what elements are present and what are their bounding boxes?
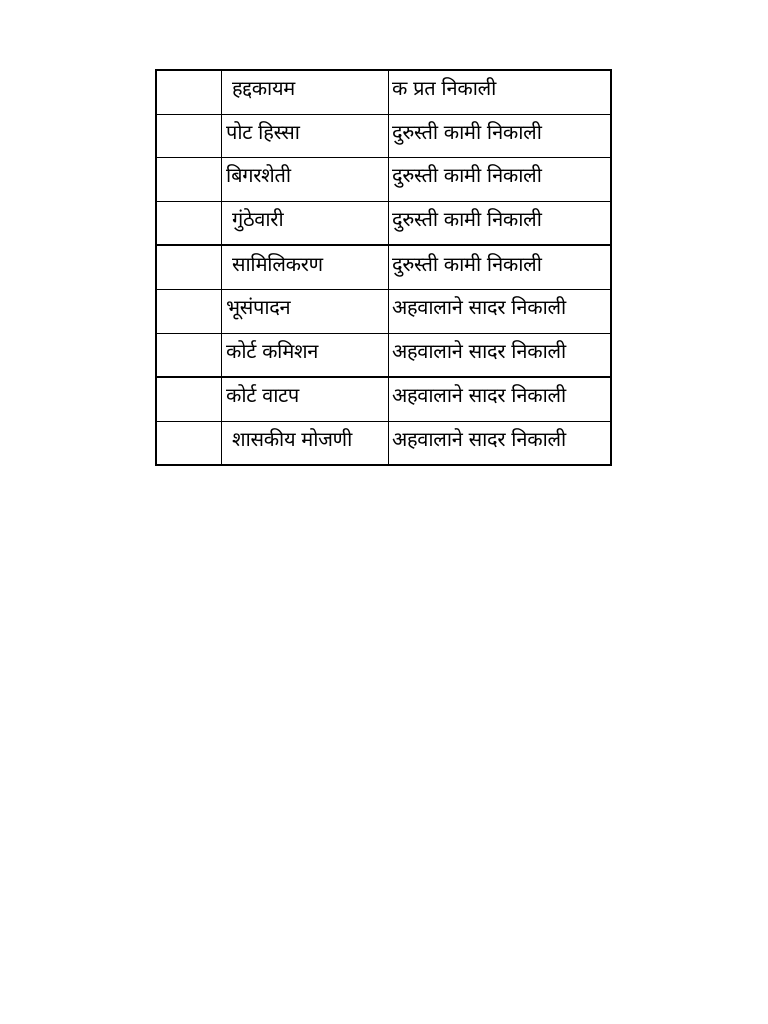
table-row [156,70,611,114]
table-row [156,114,611,158]
table-row [156,421,611,465]
table-cell-status: अहवालाने सादर निकाली [389,377,612,421]
table-cell-status: दुरुस्ती कामी निकाली [389,114,612,158]
table-row [156,377,611,421]
table-cell-blank [156,201,222,245]
table-cell-item: भूसंपादन [222,289,389,333]
table-cell-status: अहवालाने सादर निकाली [389,333,612,377]
table-cell-item: हद्दकायम [222,70,389,114]
table-cell-blank [156,377,222,421]
table-cell-blank [156,333,222,377]
table-row [156,201,611,245]
table-cell-blank [156,114,222,158]
table-cell-blank [156,70,222,114]
table-cell-status: अहवालाने सादर निकाली [389,421,612,465]
table-cell-item: गुंठेवारी [222,201,389,245]
table-cell-status: दुरुस्ती कामी निकाली [389,158,612,202]
table-cell-blank [156,421,222,465]
table-cell-blank [156,289,222,333]
table-cell-item: कोर्ट कमिशन [222,333,389,377]
table-cell-blank [156,158,222,202]
table-row [156,245,611,289]
table-cell-status: दुरुस्ती कामी निकाली [389,245,612,289]
table-row [156,289,611,333]
table-cell-status: अहवालाने सादर निकाली [389,289,612,333]
data-table [155,69,612,466]
table-cell-status: क प्रत निकाली [389,70,612,114]
table-cell-item: शासकीय मोजणी [222,421,389,465]
table-row [156,333,611,377]
table-cell-item: पोट हिस्सा [222,114,389,158]
table-cell-item: कोर्ट वाटप [222,377,389,421]
table-cell-status: दुरुस्ती कामी निकाली [389,201,612,245]
table-cell-item: बिगरशेती [222,158,389,202]
table-row [156,158,611,202]
table-cell-item: सामिलिकरण [222,245,389,289]
table-cell-blank [156,245,222,289]
